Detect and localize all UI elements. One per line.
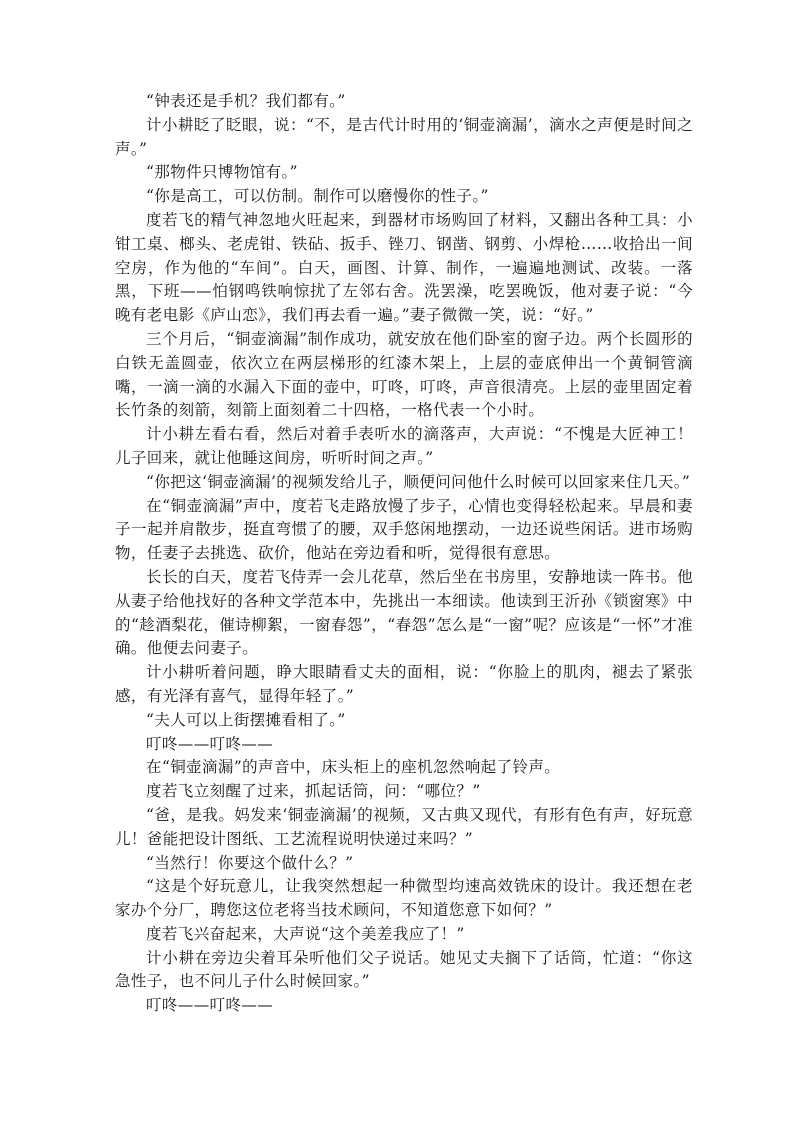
paragraph-20: 计小耕在旁边尖着耳朵听他们父子说话。她见丈夫搁下了话筒，忙道：“你这急性子，也不问儿子什么时候回家。” (115, 948, 693, 991)
paragraph-5: 度若飞的精气神忽地火旺起来，到器材市场购回了材料，又翻出各种工具：小钳工桌、榔头、老虎钳、铁砧、扳手、锉刀、钢凿、钢剪、小焊枪……收拾出一间空房，作为他的“车间”。白天，画图、计算、制作，一遍遍地测试、改装。一落黑，下班——怕钢鸣铁响惊扰了左邻右舍。洗罢澡，吃罢晚饭，他对妻子说：“今晚有老电影《庐山恋》，我们再去看一遍。”妻子微微一笑，说：“好。” (115, 210, 693, 325)
paragraph-7: 计小耕左看右看，然后对着手表听水的滴落声，大声说：“不愧是大匠神工！儿子回来，就让他睡这间房，听听时间之声。” (115, 425, 693, 467)
paragraph-6: 三个月后，“铜壶滴漏”制作成功，就安放在他们卧室的窗子边。两个长圆形的白铁无盖圆壶，依次立在两层梯形的红漆木架上，上层的壶底伸出一个黄铜管滴嘴，一滴一滴的水漏入下面的壶中，叮咚，叮咚，声音很清亮。上层的壶里固定着长竹条的刻箭，刻箭上面刻着二十四格，一格代表一个小时。 (115, 329, 693, 420)
paragraph-4: “你是高工，可以仿制。制作可以磨慢你的性子。” (146, 187, 489, 206)
paragraph-19: 度若飞兴奋起来，大声说“这个美差我应了！” (146, 924, 465, 943)
paragraph-12: “夫人可以上街摆摊看相了。” (146, 710, 346, 729)
paragraph-17: “当然行！你要这个做什么？” (146, 853, 354, 872)
paragraph-3: “那物件只博物馆有。” (146, 163, 298, 182)
paragraph-10: 长长的白天，度若飞侍弄一会儿花草，然后坐在书房里，安静地读一阵书。他从妻子给他找好的各种文学范本中，先挑出一本细读。他读到王沂孙《锁窗寒》中的“趁酒梨花，催诗柳絮，一窗春怨”，“春怨”怎么是“一窗”呢？应该是“一怀”才准确。他便去问妻子。 (115, 567, 693, 658)
paragraph-15: 度若飞立刻醒了过来，抓起话筒，问：“哪位？” (146, 782, 481, 801)
paragraph-21: 叮咚——叮咚—— (146, 996, 274, 1015)
paragraph-14: 在“铜壶滴漏”的声音中，床头柜上的座机忽然响起了铃声。 (146, 758, 561, 777)
paragraph-18: “这是个好玩意儿，让我突然想起一种微型均速高效铣床的设计。我还想在老家办个分厂，聘您这位老将当技术顾问，不知道您意下如何？” (115, 877, 693, 920)
paragraph-8: “你把这‘铜壶滴漏’的视频发给儿子，顺便问问他什么时候可以回家来住几天。” (146, 472, 691, 491)
paragraph-13: 叮咚——叮咚—— (146, 734, 274, 753)
paragraph-16: “爸，是我。妈发来‘铜壶滴漏’的视频，又古典又现代，有形有色有声，好玩意儿！爸能把设计图纸、工艺流程说明快递过来吗？” (115, 805, 693, 848)
paragraph-11: 计小耕听着问题，睁大眼睛看丈夫的面相，说：“你脸上的肌肉，褪去了紧张感，有光泽有喜气，显得年轻了。” (115, 663, 693, 705)
paragraph-1: “钟表还是手机？我们都有。” (146, 92, 346, 110)
paragraph-2: 计小耕眨了眨眼，说：“不，是古代计时用的‘铜壶滴漏’，滴水之声便是时间之声。” (115, 115, 693, 158)
paragraph-9: 在“铜壶滴漏”声中，度若飞走路放慢了步子，心情也变得轻松起来。早晨和妻子一起并肩散步，挺直弯惯了的腰，双手悠闲地摆动，一边还说些闲话。进市场购物，任妻子去挑选、砍价，他站在旁边看和听，觉得很有意思。 (115, 496, 693, 563)
document-page (115, 90, 693, 1018)
